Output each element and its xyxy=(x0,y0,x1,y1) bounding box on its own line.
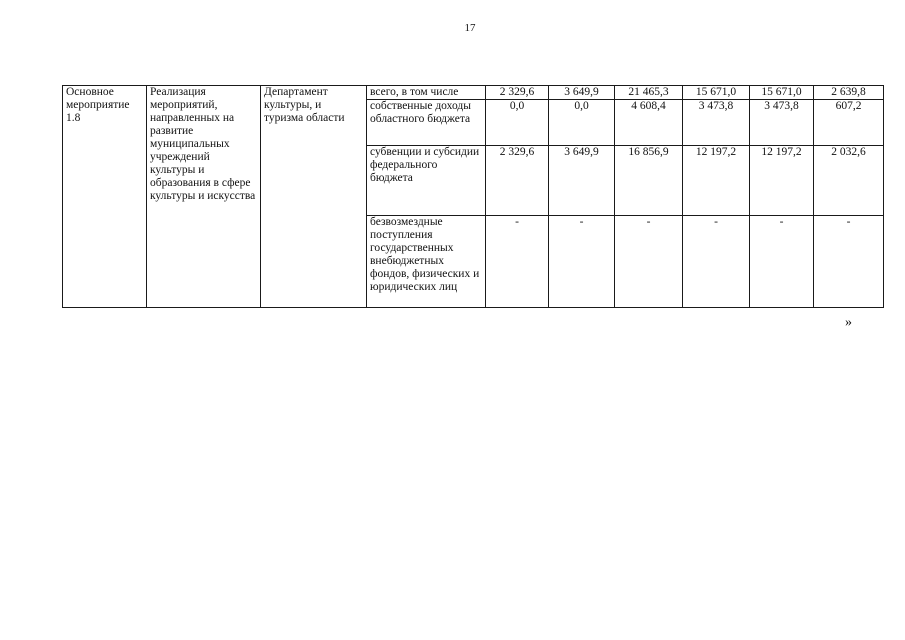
value-cell: 3 473,8 xyxy=(683,100,750,146)
value-cell: 0,0 xyxy=(549,100,615,146)
value-cell: 607,2 xyxy=(814,100,884,146)
value-cell: - xyxy=(683,216,750,308)
source-label: всего, в том числе xyxy=(367,86,486,100)
executor-cell: Департамент культуры, и туризма области xyxy=(261,86,367,308)
value-cell: - xyxy=(549,216,615,308)
table-row xyxy=(63,86,884,100)
value-cell: - xyxy=(615,216,683,308)
value-cell: - xyxy=(486,216,549,308)
source-label: безвозмездные поступления государственных внебюджетных фондов, физических и юридических лиц xyxy=(367,216,486,308)
source-label: собственные доходы областного бюджета xyxy=(367,100,486,146)
description-cell: Реализация мероприятий, направленных на развитие муниципальных учреждений культуры и образования в сфере культуры и искусства xyxy=(147,86,261,308)
value-cell: 4 608,4 xyxy=(615,100,683,146)
value-cell: 2 329,6 xyxy=(486,86,549,100)
budget-table xyxy=(62,85,884,308)
value-cell: 3 649,9 xyxy=(549,146,615,216)
value-cell: 0,0 xyxy=(486,100,549,146)
value-cell: 15 671,0 xyxy=(750,86,814,100)
value-cell: 12 197,2 xyxy=(750,146,814,216)
source-label: субвенции и субсидии федерального бюджета xyxy=(367,146,486,216)
value-cell: - xyxy=(814,216,884,308)
closing-quote: » xyxy=(845,315,852,330)
value-cell: 3 649,9 xyxy=(549,86,615,100)
value-cell: 2 639,8 xyxy=(814,86,884,100)
value-cell: - xyxy=(750,216,814,308)
page-number: 17 xyxy=(464,22,476,34)
activity-cell: Основное мероприятие 1.8 xyxy=(63,86,147,308)
value-cell: 2 032,6 xyxy=(814,146,884,216)
value-cell: 16 856,9 xyxy=(615,146,683,216)
value-cell: 21 465,3 xyxy=(615,86,683,100)
value-cell: 12 197,2 xyxy=(683,146,750,216)
value-cell: 2 329,6 xyxy=(486,146,549,216)
value-cell: 3 473,8 xyxy=(750,100,814,146)
value-cell: 15 671,0 xyxy=(683,86,750,100)
